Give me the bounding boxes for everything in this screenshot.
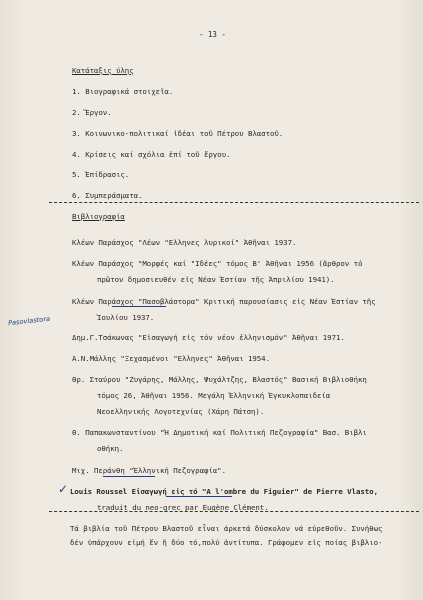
bibliography-entry-continued: τόμος 26, Ἀθῆναι 1956. Μεγάλη Ἑλληνική Ἐγκυκλοπαιδεία — [97, 391, 331, 400]
bibliography-entry-continued: Νεοελληνικής Λογοτεχνίας (Χάρη Πάτση). — [97, 407, 265, 416]
bibliography-entry: Κλέων Παράσχος "Πασοβλάστορα" Κριτική παρουσίασις εἰς Νέαν Ἑστίαν τῆς — [72, 297, 376, 306]
section-divider — [49, 202, 419, 203]
bibliography-entry-continued: πρῶτον δημοσιευθέν εἰς Νέαν Ἑστίαν τῆς Ἀπριλίου 1941). — [97, 275, 335, 284]
bibliography-entry-continued: traduit du neo-grec par Eugène Clément. — [97, 503, 269, 512]
handwritten-underline — [103, 476, 155, 477]
contents-item: 4. Κρίσεις καί σχόλια ἐπί τοῦ ἔργου. — [72, 150, 231, 159]
contents-item: 6. Συμπεράσματα. — [72, 191, 143, 200]
contents-item: 1. Βιογραφικά στοιχεῖα. — [72, 87, 174, 96]
bibliography-entry: Κλέων Παράσχος "Μορφές καί "Ιδέες" τόμος Β' Ἀθῆναι 1956 (ἄρθρον τό — [72, 259, 363, 268]
bibliography-entry-continued: οθήκη. — [97, 444, 124, 453]
bibliography-entry: Μιχ. Περάνθη "Ἑλληνική Πεζογραφία". — [72, 466, 226, 475]
bibliography-entry: Κλέων Παράσχος "Λέων "Ελληνες λυρικοί" Ἀθῆναι 1937. — [72, 238, 297, 247]
body-line: δέν ὑπάρχουν εἰμή ἕν ἤ δύο τό,πολύ ἀντίτυπα. Γράφομεν εἰς ποίας βιβλιο- — [70, 538, 383, 547]
contents-item: 3. Κοινωνικο-πολιτικαί ἰδέαι τοῦ Πέτρου Βλαστοῦ. — [72, 129, 284, 138]
handwritten-margin-note: Pasovlastora — [7, 314, 51, 328]
bibliography-title: Βιβλιογραφία — [72, 212, 125, 221]
bibliography-entry-continued: Ἰουλίου 1937. — [97, 313, 155, 322]
bibliography-entry: Δημ.Γ.Τσάκωνας "Εἰσαγωγή εἰς τόν νέον ἑλληνισμόν" Ἀθῆναι 1971. — [72, 333, 345, 342]
bibliography-entry: Louis Roussel Εἰσαγωγή εἰς τό "A l'ombre du Figuier" de Pierre Vlasto, — [70, 487, 378, 496]
section-divider — [49, 511, 419, 512]
body-line: Τά βιβλία τοῦ Πέτρου Βλαστοῦ εἶναι ἀρκετά δύσκολον νά εὑρεθοῦν. Συνήθως — [70, 524, 383, 533]
handwritten-check-icon: ✓ — [58, 482, 69, 496]
handwritten-underline — [112, 306, 166, 307]
contents-item: 2. Ἔργον. — [72, 108, 112, 117]
bibliography-entry: Θρ. Σταύρου "Ζυγάρης, Μάλλης, Ψυχάλτζης, Βλαστός" Βασική Βιβλιοθήκη — [72, 375, 367, 384]
contents-item: 5. Ἐπίδρασις. — [72, 170, 130, 179]
page-number: - 13 - — [199, 30, 226, 39]
contents-heading: Κατάταξις ύλης — [72, 66, 134, 75]
bibliography-entry: Θ. Παπακωνσταντίνου "Ἡ Δημοτική καί Πολιτική Πεζογραφία" Βασ. Βιβλι — [72, 428, 367, 437]
bibliography-entry: Α.Ν.Μάλλης "Ξεχασμένοι "Ελληνες" Ἀθῆναι 1954. — [72, 354, 270, 363]
handwritten-underline — [166, 496, 232, 497]
